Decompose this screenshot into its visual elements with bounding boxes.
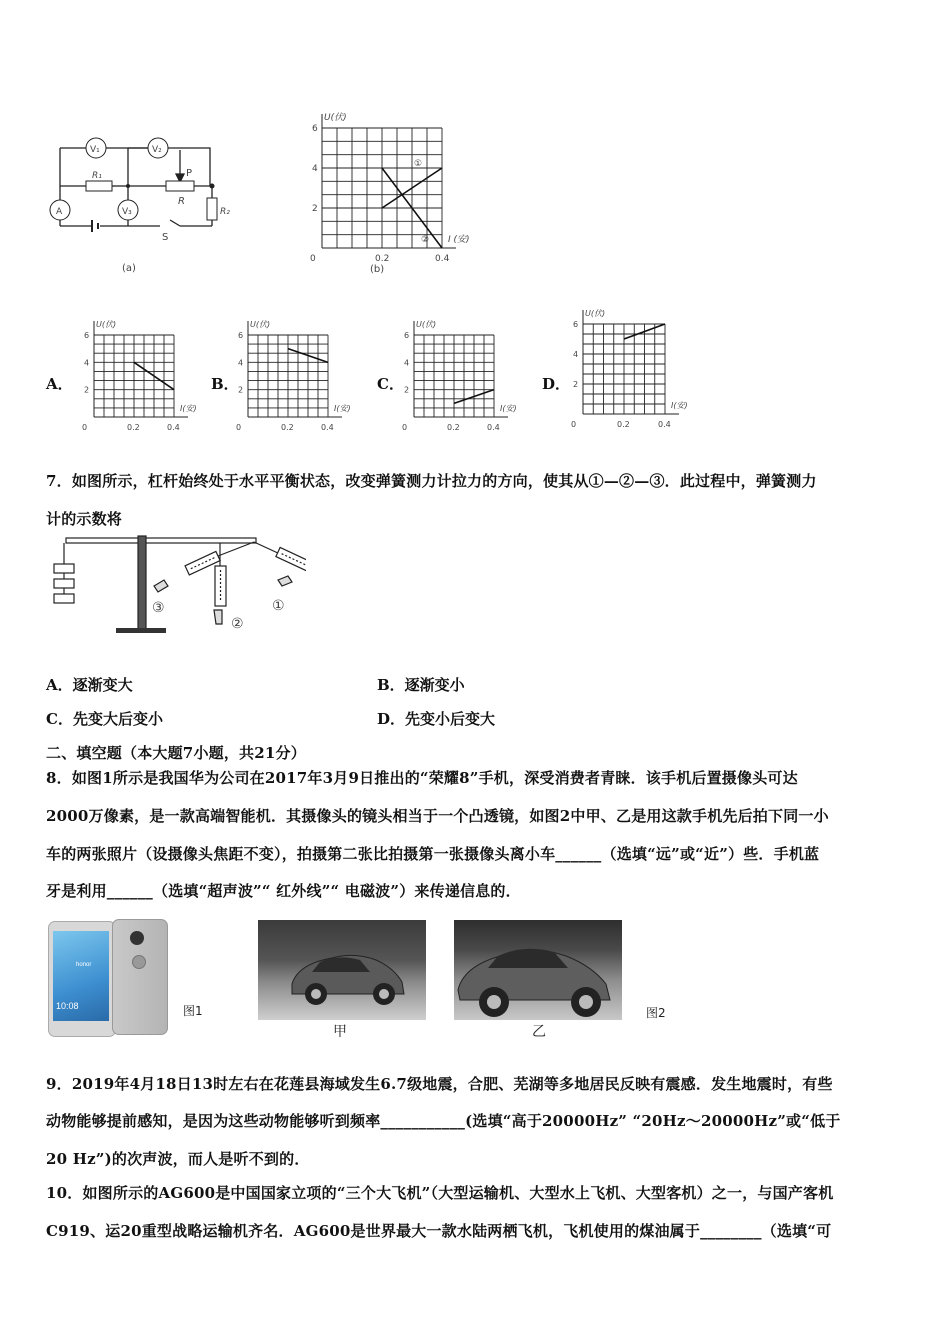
- x-tick-label: 0.4: [167, 423, 180, 432]
- q7-stem-line1: 7．如图所示，杠杆始终处于水平平衡状态，改变弹簧测力计拉力的方向，使其从①—②—③．此过程中，弹簧测力: [46, 472, 817, 490]
- graph-b: [300, 102, 500, 278]
- x-tick-label: 0: [236, 423, 242, 432]
- x-axis-label: I(安): [334, 404, 351, 413]
- y-tick-label: 6: [238, 331, 244, 340]
- series-2-label: ②: [421, 235, 430, 245]
- r-label: R: [178, 196, 185, 207]
- q8-line2: 2000万像素，是一款高端智能机．其摄像头的镜头相当于一个凸透镜，如图2中甲、乙是用这款手机先后拍下同一小: [46, 807, 829, 825]
- x-tick-label: 0.2: [127, 423, 140, 432]
- direction-3-label: ③: [152, 600, 165, 616]
- y-axis-label: U(伏): [324, 113, 347, 123]
- y-tick-label: 4: [238, 358, 244, 368]
- y-tick-label: 6: [312, 124, 318, 134]
- v3-label: V₃: [122, 207, 132, 217]
- option-d-letter[interactable]: D．: [542, 375, 571, 393]
- x-tick-label: 0.2: [617, 420, 630, 429]
- q7-option-a[interactable]: A．逐渐变大: [46, 676, 133, 694]
- option-b-graph[interactable]: [234, 315, 364, 437]
- y-tick-label: 6: [573, 320, 579, 329]
- y-tick-label: 4: [573, 350, 579, 359]
- phone-time: 10:08: [56, 1001, 79, 1011]
- y-axis-label: U(伏): [585, 309, 606, 318]
- s-label: S: [162, 232, 169, 243]
- fig2-caption: 图2: [646, 1006, 666, 1020]
- yi-caption: 乙: [532, 1024, 546, 1040]
- car-photo-yi: [454, 920, 622, 1020]
- q7-option-c[interactable]: C．先变大后变小: [46, 710, 163, 728]
- y-tick-label: 6: [84, 331, 90, 340]
- option-c-graph[interactable]: [400, 315, 530, 437]
- x-tick-label: 0: [310, 254, 316, 264]
- q8-line1: 8．如图1所示是我国华为公司在2017年3月9日推出的“荣耀8”手机，深受消费者青睐．该手机后置摄像头可达: [46, 769, 798, 787]
- x-tick-label: 0.2: [447, 423, 460, 432]
- y-tick-label: 4: [404, 358, 410, 368]
- q10-line1: 10．如图所示的AG600是中国国家立项的“三个大飞机”（大型运输机、大型水上飞机、大型客机）之一，与国产客机: [46, 1184, 834, 1202]
- y-tick-label: 4: [84, 358, 90, 368]
- y-tick-label: 2: [238, 385, 244, 395]
- lever-figure: [46, 532, 306, 640]
- x-tick-label: 0: [82, 423, 88, 432]
- v2-label: V₂: [152, 145, 162, 155]
- option-d-graph[interactable]: [567, 306, 707, 434]
- y-axis-label: U(伏): [96, 320, 117, 329]
- x-tick-label: 0.2: [281, 423, 294, 432]
- q9-line3: 20 Hz”)的次声波，而人是听不到的．: [46, 1150, 310, 1168]
- q10-line2: C919、运20重型战略运输机齐名．AG600是世界最大一款水陆两栖飞机，飞机使用的煤油属于________（选填“可: [46, 1222, 832, 1240]
- q9-line2: 动物能够提前感知，是因为这些动物能够听到频率___________(选填“高于20000Hz” “20Hz～20000Hz”或“低于: [46, 1112, 841, 1130]
- option-a-graph[interactable]: [80, 315, 210, 437]
- option-a-letter[interactable]: A．: [46, 375, 73, 393]
- option-b-letter[interactable]: B．: [211, 375, 239, 393]
- q8-line3: 车的两张照片（设摄像头焦距不变），拍摄第二张比拍摄第一张摄像头离小车______（选填“远”或“近”）些．手机蓝: [46, 845, 820, 863]
- circuit-diagram: [40, 128, 240, 278]
- phone-brand: honor: [76, 962, 92, 968]
- y-tick-label: 2: [404, 385, 410, 395]
- q8-line4: 牙是利用______（选填“超声波”“ 红外线”“ 电磁波”）来传递信息的．: [46, 882, 521, 900]
- x-axis-label: I(安): [500, 404, 517, 413]
- r2-label: R₂: [220, 207, 230, 217]
- r1-label: R₁: [92, 171, 102, 181]
- direction-1-label: ①: [272, 598, 285, 614]
- direction-2-label: ②: [231, 616, 244, 632]
- x-axis-label: I(安): [671, 401, 688, 410]
- q7-option-d[interactable]: D．先变小后变大: [377, 710, 496, 728]
- x-tick-label: 0.4: [487, 423, 500, 432]
- y-tick-label: 2: [573, 380, 579, 389]
- x-axis-label: I (安): [448, 235, 470, 245]
- y-tick-label: 2: [312, 204, 318, 214]
- series-1-label: ①: [414, 159, 423, 169]
- a-label: A: [56, 207, 63, 217]
- car-photo-jia: [258, 920, 426, 1020]
- y-tick-label: 4: [312, 164, 318, 174]
- option-c-letter[interactable]: C．: [377, 375, 404, 393]
- q9-line1: 9．2019年4月18日13时左右在花莲县海域发生6.7级地震，合肥、芜湖等多地居民反映有震感．发生地震时，有些: [46, 1075, 833, 1093]
- q7-option-b[interactable]: B．逐渐变小: [377, 676, 465, 694]
- x-tick-label: 0.4: [321, 423, 334, 432]
- circuit-caption: (a): [122, 263, 136, 274]
- section-heading: 二、填空题（本大题7小题，共21分）: [46, 744, 306, 762]
- p-label: P: [186, 168, 193, 179]
- x-tick-label: 0: [571, 420, 577, 429]
- y-axis-label: U(伏): [416, 320, 437, 329]
- y-tick-label: 2: [84, 385, 90, 395]
- graph-caption: (b): [370, 264, 385, 275]
- x-tick-label: 0.2: [375, 254, 390, 264]
- x-tick-label: 0: [402, 423, 408, 432]
- phone-image: [46, 917, 168, 1037]
- y-tick-label: 6: [404, 331, 410, 340]
- q7-stem-line2: 计的示数将: [46, 510, 123, 528]
- y-axis-label: U(伏): [250, 320, 271, 329]
- v1-label: V₁: [90, 145, 100, 155]
- x-axis-label: I(安): [180, 404, 197, 413]
- fig1-caption: 图1: [183, 1004, 203, 1018]
- x-tick-label: 0.4: [658, 420, 671, 429]
- jia-caption: 甲: [333, 1024, 347, 1040]
- x-tick-label: 0.4: [435, 254, 450, 264]
